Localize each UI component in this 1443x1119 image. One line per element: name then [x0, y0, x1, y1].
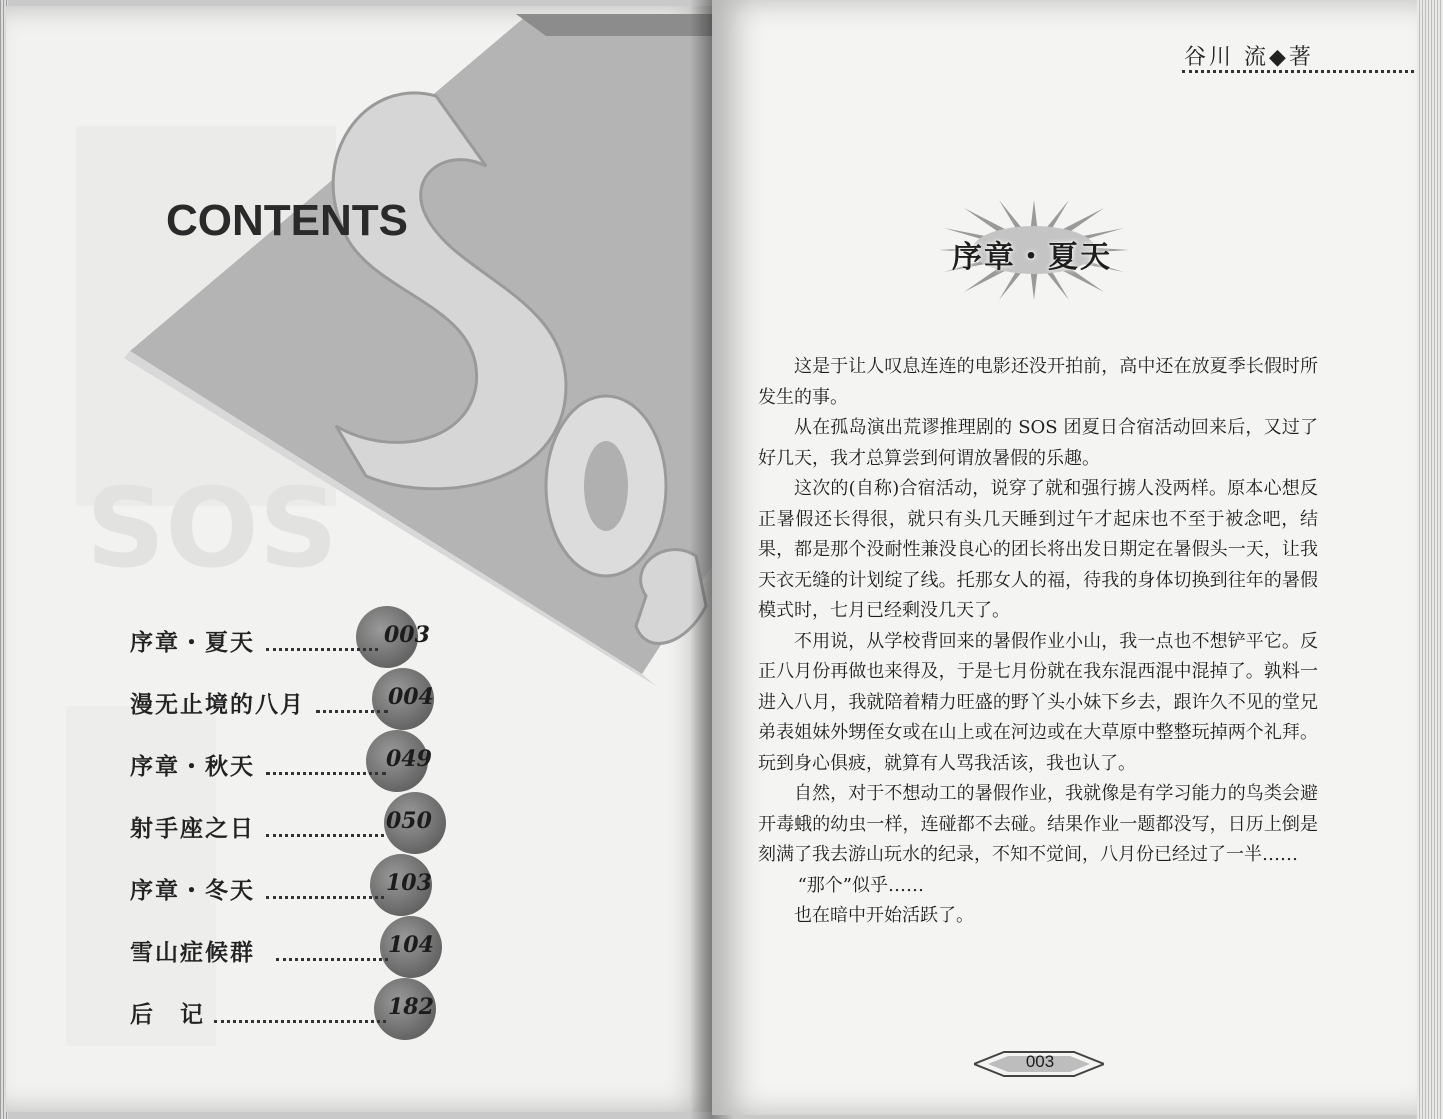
toc-leader-dots	[316, 690, 388, 713]
toc-entry-page: 003	[384, 622, 430, 648]
chapter-title: 序章・夏天	[952, 240, 1112, 275]
chapter-body	[758, 352, 1318, 932]
toc-entry[interactable]	[130, 730, 470, 792]
toc-leader-dots	[266, 876, 384, 899]
contents-page	[6, 6, 712, 1112]
toc-entry[interactable]	[130, 978, 470, 1040]
toc-entry-label: 射手座之日	[130, 816, 255, 842]
body-paragraph: 也在暗中开始活跃了。	[794, 905, 974, 926]
toc-entry-label: 序章・夏天	[130, 630, 255, 656]
chapter-page	[712, 0, 1417, 1115]
toc-entry-page: 004	[388, 684, 434, 710]
body-paragraph: 自然，对于不想动工的暑假作业，我就像是有学习能力的鸟类会避开毒蛾的幼虫一样，连碰都不去碰。结果作业一题都没写，日历上倒是刻满了我去游山玩水的纪录，不知不觉间，八月份已经过了一半……	[758, 783, 1318, 865]
toc-leader-dots	[266, 814, 384, 837]
body-paragraph: 不用说，从学校背回来的暑假作业小山，我一点也不想铲平它。反正八月份再做也来得及，于是七月份就在我东混西混中混掉了。孰料一进入八月，我就陪着精力旺盛的野丫头小妹下乡去，跟许久不见的堂兄弟表姐妹外甥侄女或在山上或在河边或在大草原中整整玩掉两个礼拜。玩到身心俱疲，就算有人骂我活该，我也认了。	[758, 630, 1318, 774]
toc-entry-label: 序章・秋天	[130, 754, 255, 780]
sos-letters: SOS	[86, 464, 338, 592]
toc-entry-label: 序章・冬天	[130, 878, 255, 904]
toc-entry[interactable]	[130, 916, 470, 978]
page-number: 003	[1025, 1052, 1055, 1071]
toc-entry-page: 104	[388, 932, 434, 958]
toc-leader-dots	[214, 1000, 386, 1023]
toc-leader-dots	[266, 752, 386, 775]
toc-entry-label: 后 记	[130, 1002, 205, 1028]
toc-entry[interactable]	[130, 606, 470, 668]
right-page-edge	[1417, 0, 1443, 1119]
toc-entry-label: 雪山症候群	[130, 940, 255, 966]
body-paragraph: 从在孤岛演出荒谬推理剧的 SOS 团夏日合宿活动回来后，又过了好几天，我才总算尝到何谓放暑假的乐趣。	[758, 417, 1318, 469]
body-paragraph: 这是于让人叹息连连的电影还没开拍前，高中还在放夏季长假时所发生的事。	[758, 356, 1318, 408]
header-dotted-rule	[1182, 70, 1414, 73]
author-credit: 谷川 流◆著	[1184, 45, 1314, 70]
toc-entry[interactable]	[130, 854, 470, 916]
toc-entry-page: 182	[388, 994, 434, 1020]
body-paragraph: 这次的(自称)合宿活动，说穿了就和强行掳人没两样。原本心想反正暑假还长得很，就只有头几天睡到过午才起床也不至于被念吧，结果，都是那个没耐性兼没良心的团长将出发日期定在暑假头一天，让我天衣无缝的计划绽了线。托那女人的福，待我的身体切换到往年的暑假模式时，七月已经剩没几天了。	[758, 478, 1318, 621]
contents-title: CONTENTS	[166, 196, 408, 245]
toc-leader-dots	[266, 628, 378, 651]
toc-entry-page: 049	[386, 746, 432, 772]
toc-entry[interactable]	[130, 792, 470, 854]
toc-entry-label: 漫无止境的八月	[130, 692, 305, 718]
toc-entry-page: 050	[386, 808, 432, 834]
body-paragraph: “那个”似乎……	[797, 874, 924, 896]
toc-entry-page: 103	[386, 870, 432, 896]
toc-entry[interactable]	[130, 668, 470, 730]
toc-leader-dots	[276, 938, 388, 961]
